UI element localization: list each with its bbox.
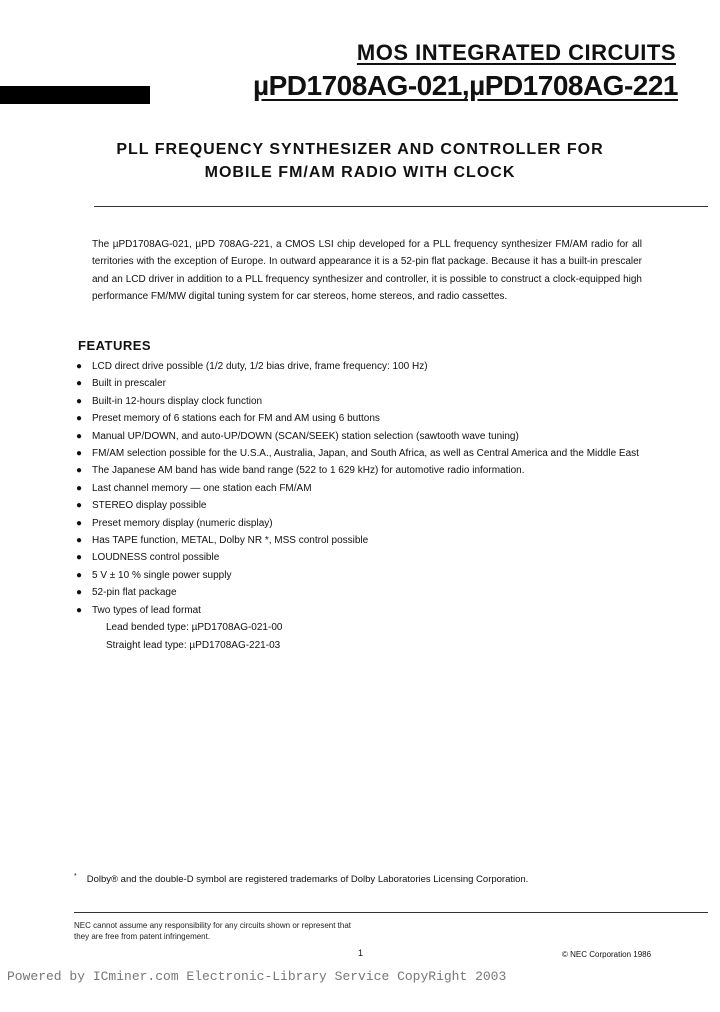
disclaimer: NEC cannot assume any responsibility for any circuits shown or represent that they are free from patent infringement.: [74, 921, 352, 941]
feature-item: ● The Japanese AM band has wide band range (522 to 1 629 kHz) for automotive radio information.: [76, 462, 646, 479]
lead-type-bended: Lead bended type: µPD1708AG-021-00: [106, 622, 283, 634]
feature-item: ● 5 V ± 10 % single power supply: [76, 567, 646, 584]
feature-item: ● LCD direct drive possible (1/2 duty, 1/2 bias drive, frame frequency: 100 Hz): [76, 358, 646, 375]
feature-item: ● Two types of lead format Lead bended type: µPD1708AG-021-00 Straight lead type: µPD1708AG-221-03: [76, 602, 646, 654]
feature-item: ● Preset memory of 6 stations each for FM and AM using 6 buttons: [76, 410, 646, 427]
lead-type-straight: Straight lead type: µPD1708AG-221-03: [106, 639, 281, 651]
title-line-2: MOBILE FM/AM RADIO WITH CLOCK: [204, 164, 516, 181]
footnote-text: Dolby® and the double-D symbol are registered trademarks of Dolby Laboratories Licensing Corporation.: [86, 874, 529, 885]
intro-paragraph: The µPD1708AG-021, µPD 708AG-221, a CMOS LSI chip developed for a PLL frequency synthesizer FM/AM radio for all territories with the exception of Europe. In outward appearance it is a 52-pin flat package. Because it has a built-in prescaler and an LCD driver in addition to a PLL frequency synthesizer and controller, it is possible to construct a clock-equipped high performance FM/MW digital tuning system for car stereos, home stereos, and radio cassettes.: [92, 239, 642, 303]
feature-item: ● Has TAPE function, METAL, Dolby NR *, MSS control possible: [76, 532, 646, 549]
part-number-title: µPD1708AG-021,µPD1708AG-221: [253, 70, 678, 101]
feature-item: ● Built in prescaler: [76, 375, 646, 392]
footer-divider: [74, 912, 708, 913]
bullet-icon: ●: [76, 448, 83, 460]
feature-item: ● Built-in 12-hours display clock function: [76, 393, 646, 410]
bullet-icon: ●: [76, 465, 83, 477]
bullet-icon: ●: [76, 535, 83, 547]
title-line-1: PLL FREQUENCY SYNTHESIZER AND CONTROLLER FOR: [116, 141, 604, 158]
title-divider: [94, 206, 708, 207]
bullet-icon: ●: [76, 517, 83, 529]
bullet-icon: ●: [76, 430, 83, 442]
trademark-footnote: [74, 874, 528, 885]
bullet-icon: ●: [76, 552, 83, 564]
bullet-icon: ●: [76, 482, 83, 494]
series-title: MOS INTEGRATED CIRCUITS: [356, 40, 676, 65]
page-number: 1: [358, 948, 364, 958]
features-heading: FEATURES: [78, 338, 152, 353]
feature-item: ● Last channel memory — one station each FM/AM: [76, 480, 646, 497]
bullet-icon: ●: [76, 604, 83, 616]
bullet-icon: ●: [76, 500, 83, 512]
feature-item: ● FM/AM selection possible for the U.S.A., Australia, Japan, and South Africa, as well as Central America and the Middle East: [76, 445, 646, 462]
document-title: [0, 138, 720, 184]
bullet-icon: ●: [76, 378, 83, 390]
copyright-notice: © NEC Corporation 1986: [562, 950, 652, 959]
feature-item: ● LOUDNESS control possible: [76, 549, 646, 566]
feature-item: ● Preset memory display (numeric display): [76, 515, 646, 532]
feature-item: ● 52-pin flat package: [76, 584, 646, 601]
bullet-icon: ●: [76, 395, 83, 407]
bullet-icon: ●: [76, 569, 83, 581]
powered-by-watermark: Powered by ICminer.com Electronic-Library Service CopyRight 2003: [7, 969, 507, 984]
feature-item: ● Manual UP/DOWN, and auto-UP/DOWN (SCAN/SEEK) station selection (sawtooth wave tuning): [76, 428, 646, 445]
bullet-icon: ●: [76, 587, 83, 599]
footnote-mark: *: [74, 873, 77, 880]
bullet-icon: ●: [76, 361, 83, 372]
feature-item: ● STEREO display possible: [76, 497, 646, 514]
features-list: [76, 358, 646, 654]
header-black-band: [0, 86, 150, 104]
bullet-icon: ●: [76, 413, 83, 425]
